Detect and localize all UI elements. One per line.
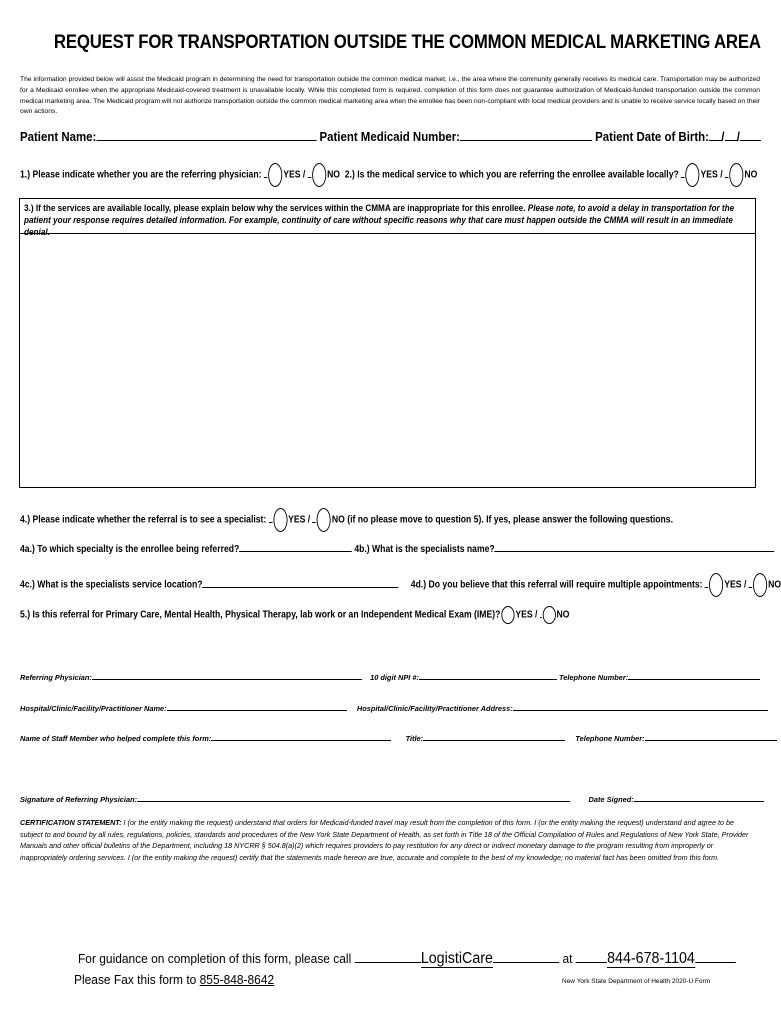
company-name: LogistiCare — [420, 950, 493, 967]
telephone-label: Telephone Number: — [559, 673, 629, 682]
hospital-name-field[interactable] — [167, 700, 347, 711]
patient-medicaid-field[interactable] — [460, 130, 592, 141]
question-4-label: 4.) Please indicate whether the referral is to see a specialist: — [20, 514, 267, 526]
patient-dob-label: Patient Date of Birth: — [595, 129, 709, 144]
service-location-field[interactable] — [203, 577, 399, 588]
dob-month-field[interactable] — [709, 130, 721, 141]
q4-no-option[interactable] — [317, 508, 331, 532]
referring-physician-label: Referring Physician: — [20, 673, 92, 682]
title-label: Title: — [405, 734, 424, 743]
dob-year-field[interactable] — [740, 130, 761, 141]
date-signed-label: Date Signed: — [588, 795, 634, 804]
question-2-label: 2.) Is the medical service to which you are referring the enrollee available locally? — [344, 169, 679, 181]
q4-no-label: NO (if no please move to question 5). If yes, please answer the following questions. — [331, 514, 673, 526]
q4d-yes-option[interactable] — [709, 573, 723, 597]
question-4d-label: 4d.) Do you believe that this referral will require multiple appointments: — [410, 579, 703, 591]
q5-no-label: NO — [556, 609, 570, 621]
patient-info-row — [20, 129, 761, 144]
q1-no-option[interactable] — [312, 163, 326, 187]
question-3-note: Please note, to avoid a delay in transportation for the patient your response requires detailed information. For example, continuity of care without specific reasons why that care must happen outside the CMMA will result in an immediate denial. — [24, 203, 735, 237]
dob-separator: / — [736, 129, 740, 144]
question-4-row — [20, 508, 673, 532]
q4-yes-label: YES / — [288, 514, 311, 526]
referring-physician-field[interactable] — [92, 669, 362, 680]
q2-no-label: NO — [744, 169, 758, 181]
patient-name-label: Patient Name: — [20, 129, 97, 144]
signature-field[interactable] — [137, 791, 570, 802]
intro-paragraph: The information provided below will assist the Medicaid program in determining the need for transportation outside the common medical market, i.e., the area where the community generally receives its medical care. Transportation may be authorized for a Medicaid enrollee when the appropriate Medicaid-covered treatment is unavailable locally. While this completed form is required, completion of this form does not guarantee authorization of Medicaid-funded transportation outside the common medical marketing area. The Medicaid program will not authorize transportation outside the common medical marketing area when the enrollee has been non-compliant with local medical providers and is unable to receive service locally based on their own actions. — [20, 76, 760, 116]
form-id: New York State Department of Health 2020-U Form — [562, 978, 711, 985]
hospital-address-label: Hospital/Clinic/Facility/Practitioner Address: — [356, 704, 513, 713]
question-5-label: 5.) Is this referral for Primary Care, Mental Health, Physical Therapy, lab work or an Independent Medical Exam (IME)? — [20, 609, 501, 621]
question-5-row — [20, 606, 569, 624]
signature-row — [20, 791, 764, 804]
dob-separator: / — [721, 129, 725, 144]
fax-prefix: Please Fax this form to — [74, 972, 197, 987]
q4-yes-option[interactable] — [273, 508, 287, 532]
certification-text: I (or the entity making the request) understand that orders for Medicaid-funded travel may result from the completion of this form. I (or the entity making the request) understand and agree to be subject to and bound by all rules, regulations, policies, standards and procedures of the New York State Department of Health, as set forth in Title 18 of the Official Compilation of Rules and Regulations of New York State, Provider Manuals and other official bulletins of the Department, including 18 NYCRR § 504.8(a)(2) which requires providers to pay restitution for any direct or indirect monetary damage to the program resulting from improperly or inappropriately ordering services. I (or the entity making the request) certify that the statements made hereon are true, accurate and complete to the best of my knowledge; no material fact has been omitted from this form. — [20, 818, 749, 862]
q2-yes-label: YES / — [700, 169, 723, 181]
staff-telephone-label: Telephone Number: — [575, 734, 645, 743]
npi-field[interactable] — [419, 669, 557, 680]
signature-label: Signature of Referring Physician: — [20, 795, 138, 804]
question-4b-label: 4b.) What is the specialists name? — [354, 544, 495, 555]
dob-day-field[interactable] — [724, 130, 736, 141]
patient-medicaid-label: Patient Medicaid Number: — [319, 129, 460, 144]
q5-no-option[interactable] — [542, 606, 555, 624]
staff-member-row — [20, 730, 777, 743]
questions-1-2-row — [20, 163, 757, 187]
q5-yes-option[interactable] — [501, 606, 514, 624]
q2-no-option[interactable] — [729, 163, 743, 187]
q4d-yes-label: YES / — [724, 579, 747, 591]
at-text: at — [562, 951, 573, 966]
question-4c-label: 4c.) What is the specialists service location? — [20, 579, 203, 591]
referring-physician-row — [20, 669, 760, 682]
q4d-no-option[interactable] — [753, 573, 767, 597]
question-1-label: 1.) Please indicate whether you are the referring physician: — [20, 169, 262, 181]
fax-number-link[interactable]: 855-848-8642 — [199, 972, 275, 987]
phone-number: 844-678-1104 — [607, 950, 695, 967]
q1-no-label: NO — [327, 169, 341, 181]
specialist-name-field[interactable] — [495, 541, 775, 552]
fax-row — [74, 972, 274, 987]
question-4c-4d-row — [20, 573, 781, 597]
form-title: REQUEST FOR TRANSPORTATION OUTSIDE THE COMMON MEDICAL MARKETING AREA — [53, 31, 761, 53]
q2-yes-option[interactable] — [686, 163, 700, 187]
q1-yes-label: YES / — [283, 169, 306, 181]
q5-yes-label: YES / — [515, 609, 538, 621]
question-4a-label: 4a.) To which specialty is the enrollee being referred? — [20, 544, 240, 555]
staff-member-field[interactable] — [211, 730, 391, 741]
date-signed-field[interactable] — [634, 791, 764, 802]
patient-name-field[interactable] — [96, 130, 316, 141]
question-3-response-area[interactable] — [20, 234, 755, 489]
question-4a-4b-row — [20, 541, 775, 555]
question-3-box — [19, 198, 756, 488]
specialty-field[interactable] — [239, 541, 352, 552]
staff-member-label: Name of Staff Member who helped complete this form: — [20, 734, 212, 743]
q4d-no-label: NO — [768, 579, 781, 591]
hospital-address-field[interactable] — [513, 700, 768, 711]
hospital-row — [20, 700, 768, 713]
guidance-row — [78, 950, 735, 968]
guidance-text: For guidance on completion of this form, please call — [78, 951, 352, 966]
title-field[interactable] — [423, 730, 565, 741]
npi-label: 10 digit NPI #: — [370, 673, 419, 682]
certification-statement — [20, 817, 752, 863]
certification-label: CERTIFICATION STATEMENT: — [20, 818, 122, 827]
telephone-field[interactable] — [628, 669, 760, 680]
staff-telephone-field[interactable] — [645, 730, 777, 741]
q1-yes-option[interactable] — [268, 163, 282, 187]
question-3-header — [20, 199, 755, 237]
question-3-label: 3.) If the services are available locally, please explain below why the services within the CMMA are inappropriate for this enrollee. — [24, 203, 526, 213]
hospital-name-label: Hospital/Clinic/Facility/Practitioner Name: — [20, 704, 167, 713]
